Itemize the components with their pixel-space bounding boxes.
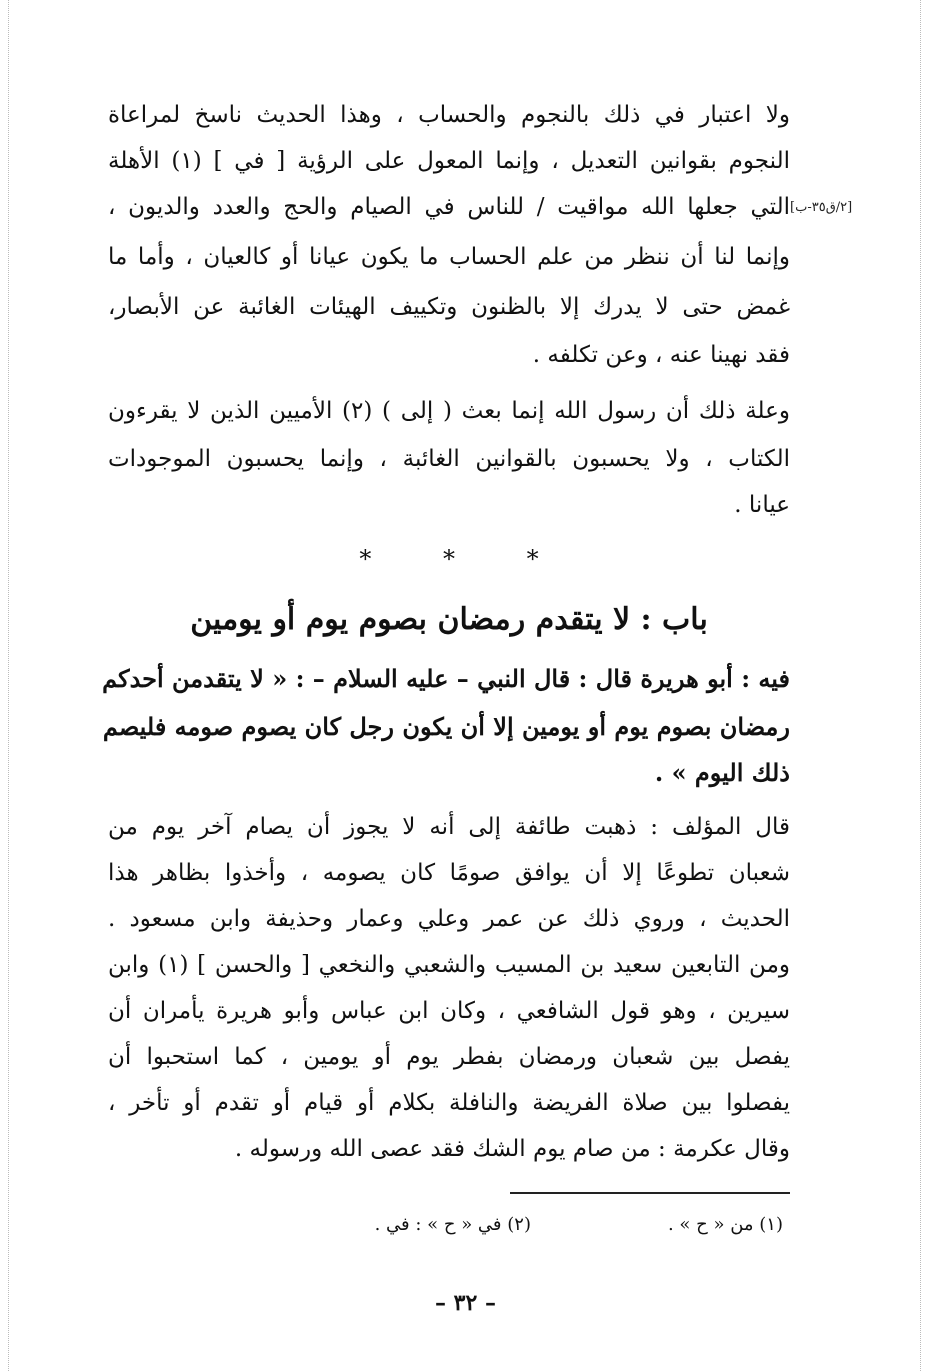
page-edge-left [8, 0, 9, 1371]
text-line: وإنما لنا أن ننظر من علم الحساب ما يكون عيانا أو كالعيان ، وأما ما [108, 244, 790, 270]
text-line: ولا اعتبار في ذلك بالنجوم والحساب ، وهذا الحديث ناسخ لمراعاة [108, 102, 790, 128]
hadith-line: فيه : أبو هريرة قال : قال النبي – عليه السلام – : « لا يتقدمن أحدكم [102, 664, 790, 693]
hadith-line: رمضان بصوم يوم أو يومين إلا أن يكون رجل كان يصوم صومه فليصم [102, 712, 790, 741]
text-line: شعبان تطوعًا إلا أن يوافق صومًا كان يصومه ، وأخذوا بظاهر هذا [108, 860, 790, 886]
text-line: قال المؤلف : ذهبت طائفة إلى أنه لا يجوز أن يصام آخر يوم من [108, 814, 790, 840]
text-line: يفصلوا بين صلاة الفريضة والنافلة بكلام أو قيام أو تقدم أو تأخر ، [108, 1090, 790, 1116]
text-line: التي جعلها الله مواقيت / للناس في الصيام والحج والعدد والديون ، [108, 194, 790, 220]
chapter-title: باب : لا يتقدم رمضان بصوم يوم أو يومين [190, 602, 708, 637]
text-line: النجوم بقوانين التعديل ، وإنما المعول على الرؤية [ في ] (١) الأهلة [108, 148, 790, 174]
separator-star: * [526, 545, 539, 573]
text-line: غمض حتى لا يدرك إلا بالظنون وتكييف الهيئات الغائبة عن الأبصار، [108, 294, 790, 320]
footnote-2: (٢) في « ح » : في . [374, 1214, 531, 1235]
hadith-line: ذلك اليوم » . [654, 758, 790, 787]
separator-star: * [443, 545, 455, 573]
text-line: الكتاب ، ولا يحسبون بالقوانين الغائبة ، وإنما يحسبون الموجودات [108, 446, 790, 472]
section-separator [108, 545, 790, 573]
text-line: ومن التابعين سعيد بن المسيب والشعبي والنخعي [ والحسن ] (١) وابن [108, 952, 790, 978]
text-line: سيرين ، وهو قول الشافعي ، وكان ابن عباس وأبو هريرة يأمران أن [108, 998, 790, 1024]
page-edge-right [920, 0, 921, 1371]
text-line: الحديث ، وروي ذلك عن عمر وعلي وعمار وحذيفة وابن مسعود . [108, 906, 790, 932]
text-line: يفصل بين شعبان ورمضان بفطر يوم أو يومين ، كما استحبوا أن [108, 1044, 790, 1070]
text-line: عيانا . [734, 492, 790, 518]
text-line: وقال عكرمة : من صام يوم الشك فقد عصى الله ورسوله . [234, 1136, 790, 1162]
footnote-rule [510, 1192, 790, 1194]
separator-star: * [359, 545, 372, 573]
text-line: وعلة ذلك أن رسول الله إنما بعث ( إلى ) (٢) الأميين الذين لا يقرءون [108, 398, 790, 424]
margin-manuscript-ref: [٢/ق٣٥-ب] [790, 200, 853, 215]
footnote-1: (١) من « ح » . [667, 1214, 783, 1235]
text-line: فقد نهينا عنه ، وعن تكلفه . [532, 342, 790, 368]
page-number: – ٣٢ – [435, 1290, 496, 1316]
